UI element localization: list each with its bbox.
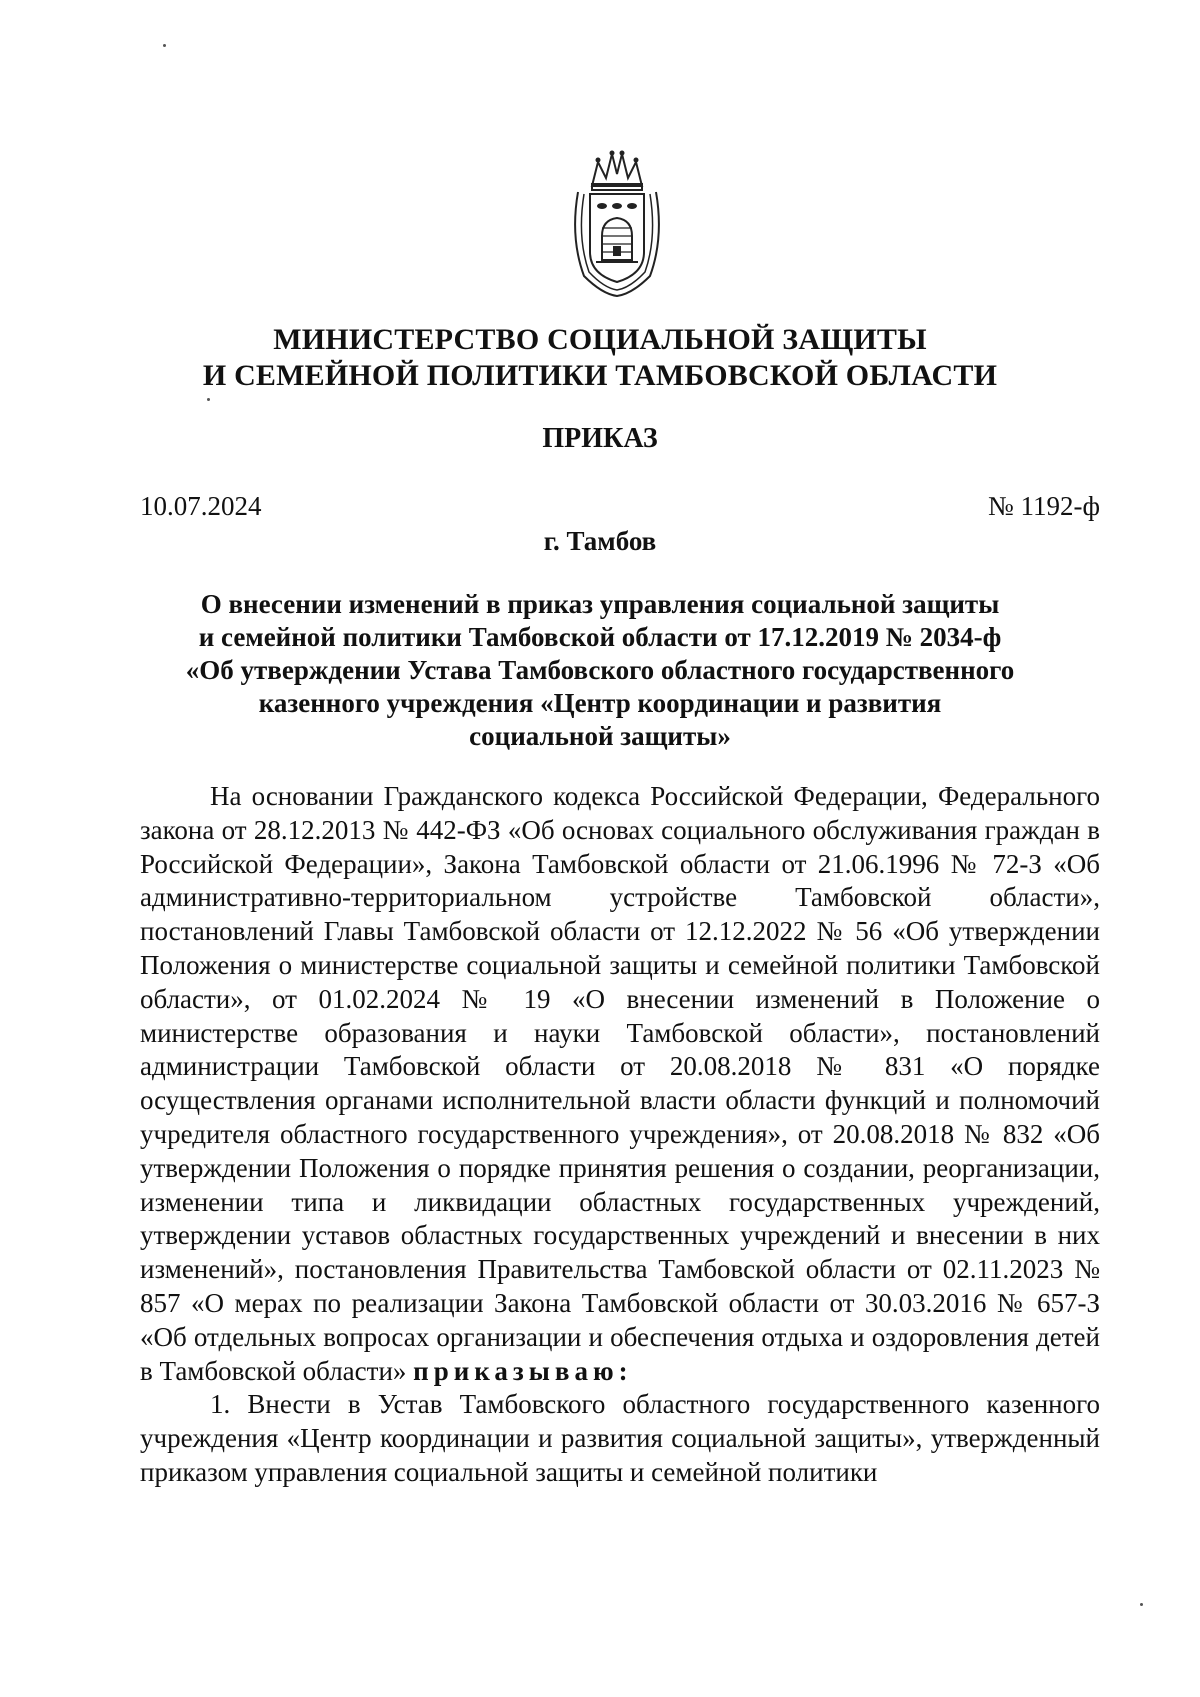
document-number: № 1192-ф <box>988 491 1100 521</box>
subject-line-1: О внесении изменений в приказ управления социальной защиты <box>200 589 1000 619</box>
ministry-name <box>0 322 1200 394</box>
document-subject <box>0 588 1200 753</box>
preamble-paragraph <box>140 780 1100 1388</box>
ministry-line-1: МИНИСТЕРСТВО СОЦИАЛЬНОЙ ЗАЩИТЫ <box>273 323 927 356</box>
document-type: ПРИКАЗ <box>542 423 658 454</box>
item-1-paragraph: 1. Внести в Устав Тамбовского областного государственного казенного учреждения «Центр координации и развития социальной защиты», утвержденный приказом управления социальной защиты и семейной политики <box>140 1389 1100 1487</box>
document-city: г. Тамбов <box>543 526 657 556</box>
subject-line-5: социальной защиты» <box>469 721 731 751</box>
subject-line-4: казенного учреждения «Центр координации и развития <box>258 688 942 718</box>
preamble-text: На основании Гражданского кодекса Российской Федерации, Федерального закона от 28.12.2013 № 442-ФЗ «Об основах социального обслуживания граждан в Российской Федерации», Закона Тамбовской области от 21.06.1996 № 72-З «Об административно-территориальном устройстве Тамбовской области», постановлений Главы Тамбовской области от 12.12.2022 № 56 «Об утверждении Положения о министерстве социальной защиты и семейной политики Тамбовской области», от 01.02.2024 № 19 «О внесении изменений в Положение о министерстве образования и науки Тамбовской области», постановлений администрации Тамбовской области от 20.08.2018 № 831 «О порядке осуществления органами исполнительной власти области функций и полномочий учредителя областного государственного учреждения», от 20.08.2018 № 832 «Об утверждении Положения о порядке принятия решения о создании, реорганизации, изменении типа и ликвидации областных государственных учреждений, утверждении уставов областных государственных учреждений и внесении в них изменений», постановления Правительства Тамбовской области от 02.11.2023 № 857 «О мерах по реализации Закона Тамбовской области от 30.03.2016 № 657-З «Об отдельных вопросах организации и обеспечения отдыха и оздоровления детей в Тамбовской области» <box>140 781 1100 1386</box>
scan-speck <box>1140 1603 1143 1606</box>
scan-speck <box>207 398 210 401</box>
order-word: приказываю: <box>413 1355 633 1386</box>
coat-of-arms-icon <box>562 148 672 298</box>
document-date: 10.07.2024 <box>140 491 262 521</box>
ministry-line-2: И СЕМЕЙНОЙ ПОЛИТИКИ ТАМБОВСКОЙ ОБЛАСТИ <box>202 359 998 392</box>
document-body <box>140 780 1100 1490</box>
subject-line-3: «Об утверждении Устава Тамбовского областного государственного <box>185 655 1015 685</box>
subject-line-2: и семейной политики Тамбовской области от 17.12.2019 № 2034-ф <box>198 622 1002 652</box>
scan-speck <box>163 44 166 47</box>
